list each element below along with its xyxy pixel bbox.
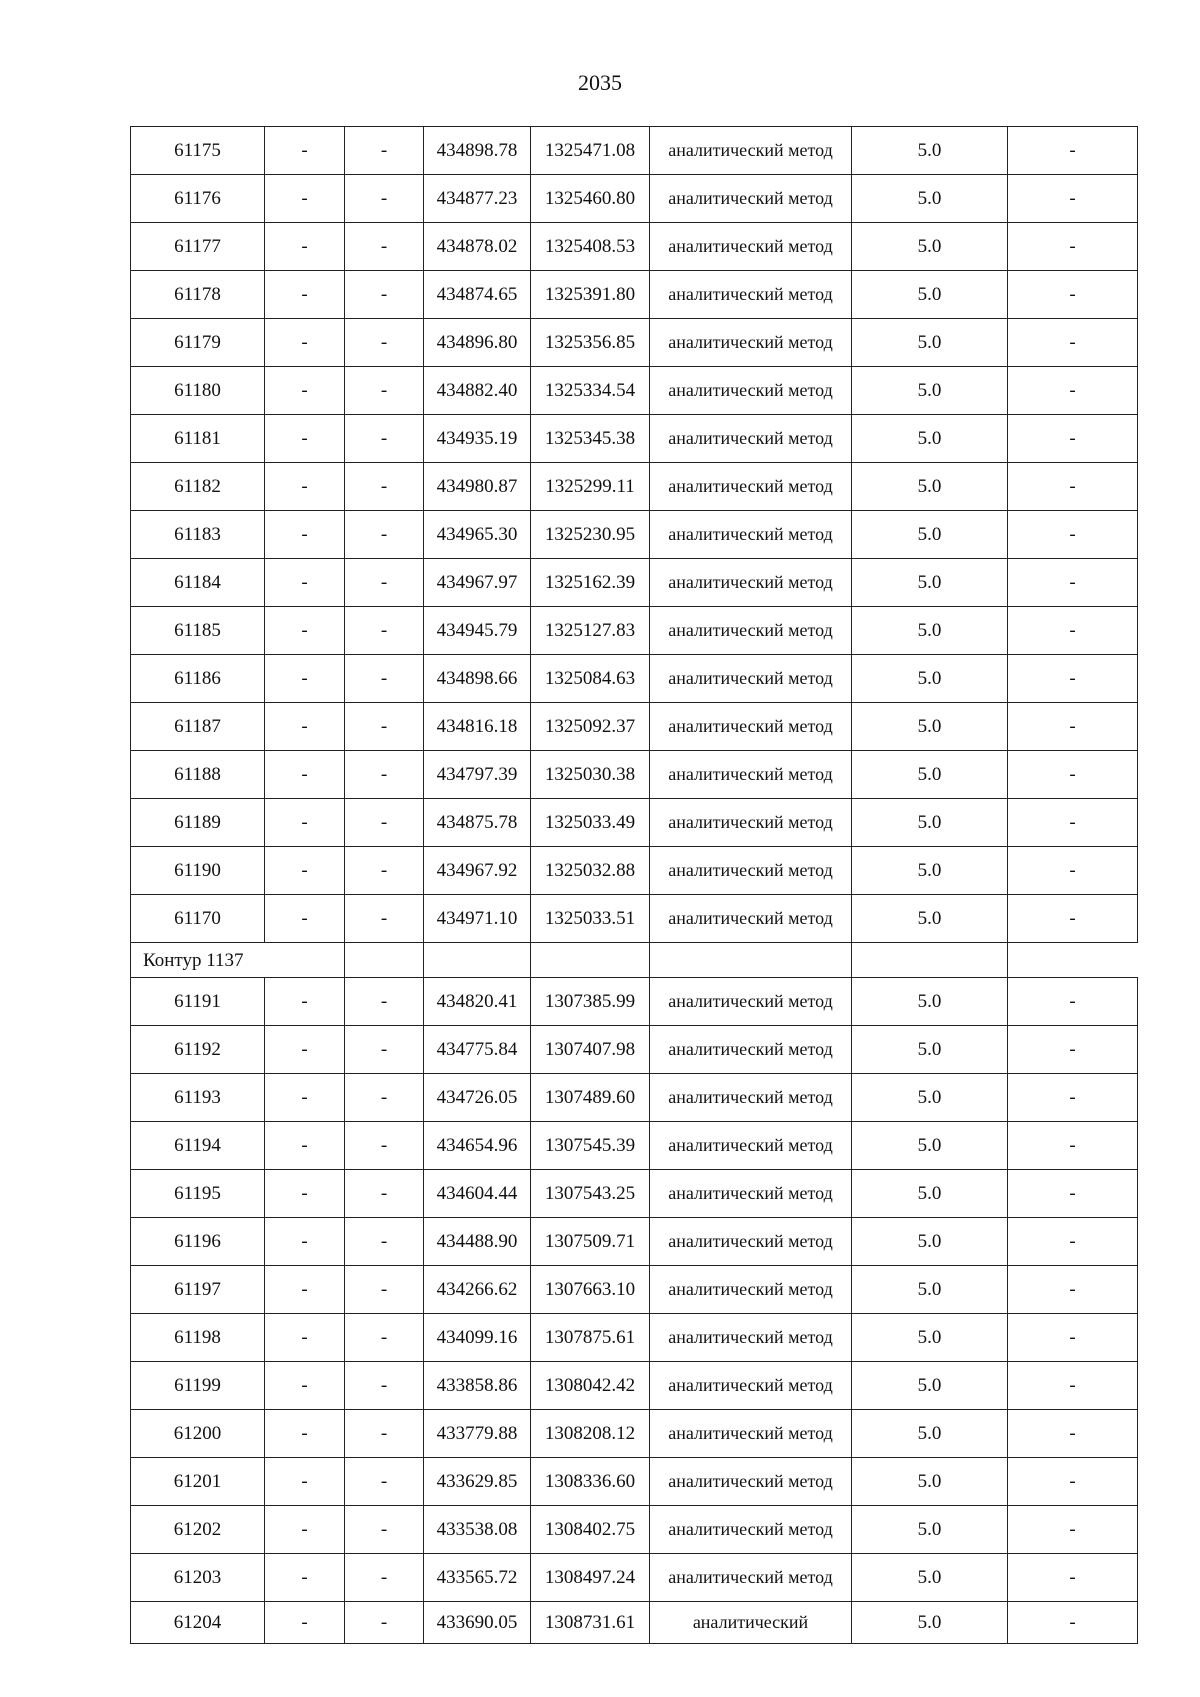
y-coordinate-cell: 1325030.38 — [531, 751, 650, 799]
column-8-cell: - — [1008, 271, 1138, 319]
method-cell: аналитический — [650, 1602, 852, 1644]
x-coordinate-cell: 434896.80 — [424, 319, 531, 367]
method-cell: аналитический метод — [650, 1026, 852, 1074]
point-id-cell: 61198 — [131, 1314, 265, 1362]
column-3-cell: - — [345, 367, 424, 415]
column-3-cell: - — [345, 607, 424, 655]
x-coordinate-cell: 434099.16 — [424, 1314, 531, 1362]
point-id-cell: 61176 — [131, 175, 265, 223]
point-id-cell: 61197 — [131, 1266, 265, 1314]
accuracy-cell: 5.0 — [852, 127, 1008, 175]
y-coordinate-cell: 1325162.39 — [531, 559, 650, 607]
column-2-cell: - — [265, 895, 345, 943]
column-2-cell: - — [265, 751, 345, 799]
point-id-cell: 61184 — [131, 559, 265, 607]
y-coordinate-cell: 1307407.98 — [531, 1026, 650, 1074]
column-3-cell: - — [345, 511, 424, 559]
column-2-cell: - — [265, 1314, 345, 1362]
y-coordinate-cell: 1307509.71 — [531, 1218, 650, 1266]
method-cell: аналитический метод — [650, 319, 852, 367]
column-3-cell: - — [345, 1026, 424, 1074]
y-coordinate-cell: 1307489.60 — [531, 1074, 650, 1122]
point-id-cell: 61193 — [131, 1074, 265, 1122]
column-3-cell: - — [345, 415, 424, 463]
x-coordinate-cell: 433629.85 — [424, 1458, 531, 1506]
method-cell: аналитический метод — [650, 1458, 852, 1506]
column-3-cell: - — [345, 799, 424, 847]
x-coordinate-cell: 433690.05 — [424, 1602, 531, 1644]
y-coordinate-cell: 1325471.08 — [531, 127, 650, 175]
table-row — [131, 463, 1138, 511]
column-8-cell: - — [1008, 175, 1138, 223]
table-row — [131, 1506, 1138, 1554]
x-coordinate-cell: 434967.97 — [424, 559, 531, 607]
table-row — [131, 1410, 1138, 1458]
column-3-cell: - — [345, 559, 424, 607]
method-cell: аналитический метод — [650, 1410, 852, 1458]
method-cell: аналитический метод — [650, 895, 852, 943]
column-3-cell: - — [345, 1074, 424, 1122]
column-3-cell: - — [345, 1266, 424, 1314]
y-coordinate-cell: 1308402.75 — [531, 1506, 650, 1554]
column-3-cell: - — [345, 655, 424, 703]
point-id-cell: 61199 — [131, 1362, 265, 1410]
column-2-cell: - — [265, 319, 345, 367]
x-coordinate-cell: 434965.30 — [424, 511, 531, 559]
column-2-cell: - — [265, 223, 345, 271]
point-id-cell: 61192 — [131, 1026, 265, 1074]
x-coordinate-cell: 434797.39 — [424, 751, 531, 799]
column-2-cell: - — [265, 1506, 345, 1554]
point-id-cell: 61200 — [131, 1410, 265, 1458]
accuracy-cell: 5.0 — [852, 847, 1008, 895]
table-body — [131, 127, 1138, 1644]
section-row — [131, 943, 1138, 978]
table-row — [131, 223, 1138, 271]
column-3-cell: - — [345, 1314, 424, 1362]
accuracy-cell: 5.0 — [852, 1266, 1008, 1314]
empty-cell — [650, 943, 852, 978]
method-cell: аналитический метод — [650, 703, 852, 751]
accuracy-cell: 5.0 — [852, 1314, 1008, 1362]
table-row — [131, 751, 1138, 799]
column-2-cell: - — [265, 655, 345, 703]
x-coordinate-cell: 434971.10 — [424, 895, 531, 943]
column-8-cell: - — [1008, 127, 1138, 175]
column-2-cell: - — [265, 799, 345, 847]
x-coordinate-cell: 433538.08 — [424, 1506, 531, 1554]
column-8-cell: - — [1008, 1170, 1138, 1218]
method-cell: аналитический метод — [650, 463, 852, 511]
method-cell: аналитический метод — [650, 751, 852, 799]
method-cell: аналитический метод — [650, 1170, 852, 1218]
x-coordinate-cell: 434488.90 — [424, 1218, 531, 1266]
y-coordinate-cell: 1325391.80 — [531, 271, 650, 319]
empty-cell — [345, 943, 424, 978]
column-8-cell: - — [1008, 1122, 1138, 1170]
table-row — [131, 978, 1138, 1026]
point-id-cell: 61204 — [131, 1602, 265, 1644]
table-row — [131, 607, 1138, 655]
method-cell: аналитический метод — [650, 415, 852, 463]
table-row — [131, 1122, 1138, 1170]
column-2-cell: - — [265, 559, 345, 607]
column-8-cell: - — [1008, 511, 1138, 559]
method-cell: аналитический метод — [650, 175, 852, 223]
method-cell: аналитический метод — [650, 367, 852, 415]
table-row — [131, 511, 1138, 559]
method-cell: аналитический метод — [650, 1266, 852, 1314]
column-2-cell: - — [265, 1362, 345, 1410]
column-2-cell: - — [265, 607, 345, 655]
x-coordinate-cell: 434877.23 — [424, 175, 531, 223]
point-id-cell: 61195 — [131, 1170, 265, 1218]
table-row — [131, 1314, 1138, 1362]
column-8-cell: - — [1008, 751, 1138, 799]
column-3-cell: - — [345, 1506, 424, 1554]
method-cell: аналитический метод — [650, 1554, 852, 1602]
table-row — [131, 271, 1138, 319]
point-id-cell: 61203 — [131, 1554, 265, 1602]
table-row — [131, 1554, 1138, 1602]
accuracy-cell: 5.0 — [852, 1218, 1008, 1266]
x-coordinate-cell: 434604.44 — [424, 1170, 531, 1218]
column-8-cell: - — [1008, 319, 1138, 367]
x-coordinate-cell: 434874.65 — [424, 271, 531, 319]
column-3-cell: - — [345, 895, 424, 943]
accuracy-cell: 5.0 — [852, 751, 1008, 799]
column-8-cell: - — [1008, 799, 1138, 847]
point-id-cell: 61187 — [131, 703, 265, 751]
x-coordinate-cell: 434816.18 — [424, 703, 531, 751]
point-id-cell: 61189 — [131, 799, 265, 847]
column-2-cell: - — [265, 1410, 345, 1458]
accuracy-cell: 5.0 — [852, 559, 1008, 607]
table-row — [131, 367, 1138, 415]
accuracy-cell: 5.0 — [852, 463, 1008, 511]
table-row — [131, 127, 1138, 175]
method-cell: аналитический метод — [650, 607, 852, 655]
column-3-cell: - — [345, 751, 424, 799]
column-8-cell: - — [1008, 1074, 1138, 1122]
x-coordinate-cell: 434898.78 — [424, 127, 531, 175]
y-coordinate-cell: 1325460.80 — [531, 175, 650, 223]
column-2-cell: - — [265, 175, 345, 223]
column-3-cell: - — [345, 703, 424, 751]
y-coordinate-cell: 1307663.10 — [531, 1266, 650, 1314]
method-cell: аналитический метод — [650, 223, 852, 271]
table-row — [131, 847, 1138, 895]
column-8-cell: - — [1008, 655, 1138, 703]
accuracy-cell: 5.0 — [852, 175, 1008, 223]
column-3-cell: - — [345, 1218, 424, 1266]
x-coordinate-cell: 433565.72 — [424, 1554, 531, 1602]
y-coordinate-cell: 1308497.24 — [531, 1554, 650, 1602]
y-coordinate-cell: 1325092.37 — [531, 703, 650, 751]
y-coordinate-cell: 1308336.60 — [531, 1458, 650, 1506]
x-coordinate-cell: 434882.40 — [424, 367, 531, 415]
point-id-cell: 61190 — [131, 847, 265, 895]
accuracy-cell: 5.0 — [852, 607, 1008, 655]
table-row — [131, 703, 1138, 751]
column-2-cell: - — [265, 1602, 345, 1644]
y-coordinate-cell: 1325356.85 — [531, 319, 650, 367]
column-3-cell: - — [345, 463, 424, 511]
column-8-cell: - — [1008, 607, 1138, 655]
column-2-cell: - — [265, 463, 345, 511]
point-id-cell: 61170 — [131, 895, 265, 943]
column-3-cell: - — [345, 1362, 424, 1410]
point-id-cell: 61177 — [131, 223, 265, 271]
column-3-cell: - — [345, 127, 424, 175]
y-coordinate-cell: 1308731.61 — [531, 1602, 650, 1644]
point-id-cell: 61179 — [131, 319, 265, 367]
method-cell: аналитический метод — [650, 847, 852, 895]
point-id-cell: 61181 — [131, 415, 265, 463]
table-row — [131, 1026, 1138, 1074]
accuracy-cell: 5.0 — [852, 415, 1008, 463]
accuracy-cell: 5.0 — [852, 319, 1008, 367]
accuracy-cell: 5.0 — [852, 1410, 1008, 1458]
table-row — [131, 895, 1138, 943]
x-coordinate-cell: 434980.87 — [424, 463, 531, 511]
column-3-cell: - — [345, 1458, 424, 1506]
table-row — [131, 1266, 1138, 1314]
y-coordinate-cell: 1325084.63 — [531, 655, 650, 703]
point-id-cell: 61175 — [131, 127, 265, 175]
table-row — [131, 175, 1138, 223]
column-8-cell: - — [1008, 847, 1138, 895]
accuracy-cell: 5.0 — [852, 1506, 1008, 1554]
column-8-cell: - — [1008, 1362, 1138, 1410]
method-cell: аналитический метод — [650, 1122, 852, 1170]
column-8-cell: - — [1008, 895, 1138, 943]
point-id-cell: 61188 — [131, 751, 265, 799]
column-8-cell: - — [1008, 1410, 1138, 1458]
y-coordinate-cell: 1308208.12 — [531, 1410, 650, 1458]
table-row — [131, 1170, 1138, 1218]
column-8-cell: - — [1008, 1506, 1138, 1554]
point-id-cell: 61202 — [131, 1506, 265, 1554]
table-row — [131, 1602, 1138, 1644]
table-row — [131, 1218, 1138, 1266]
accuracy-cell: 5.0 — [852, 367, 1008, 415]
x-coordinate-cell: 434654.96 — [424, 1122, 531, 1170]
y-coordinate-cell: 1307543.25 — [531, 1170, 650, 1218]
point-id-cell: 61178 — [131, 271, 265, 319]
column-2-cell: - — [265, 847, 345, 895]
accuracy-cell: 5.0 — [852, 1074, 1008, 1122]
accuracy-cell: 5.0 — [852, 1362, 1008, 1410]
empty-cell — [424, 943, 531, 978]
column-2-cell: - — [265, 415, 345, 463]
table-row — [131, 1362, 1138, 1410]
method-cell: аналитический метод — [650, 1314, 852, 1362]
method-cell: аналитический метод — [650, 655, 852, 703]
column-2-cell: - — [265, 978, 345, 1026]
point-id-cell: 61182 — [131, 463, 265, 511]
x-coordinate-cell: 434875.78 — [424, 799, 531, 847]
x-coordinate-cell: 434266.62 — [424, 1266, 531, 1314]
column-3-cell: - — [345, 1410, 424, 1458]
y-coordinate-cell: 1307545.39 — [531, 1122, 650, 1170]
column-2-cell: - — [265, 127, 345, 175]
accuracy-cell: 5.0 — [852, 511, 1008, 559]
point-id-cell: 61191 — [131, 978, 265, 1026]
x-coordinate-cell: 434878.02 — [424, 223, 531, 271]
column-8-cell: - — [1008, 1218, 1138, 1266]
x-coordinate-cell: 434967.92 — [424, 847, 531, 895]
column-3-cell: - — [345, 271, 424, 319]
point-id-cell: 61201 — [131, 1458, 265, 1506]
x-coordinate-cell: 434898.66 — [424, 655, 531, 703]
x-coordinate-cell: 433858.86 — [424, 1362, 531, 1410]
point-id-cell: 61183 — [131, 511, 265, 559]
y-coordinate-cell: 1325334.54 — [531, 367, 650, 415]
accuracy-cell: 5.0 — [852, 1170, 1008, 1218]
table-row — [131, 415, 1138, 463]
y-coordinate-cell: 1325230.95 — [531, 511, 650, 559]
column-2-cell: - — [265, 367, 345, 415]
column-2-cell: - — [265, 1554, 345, 1602]
method-cell: аналитический метод — [650, 978, 852, 1026]
x-coordinate-cell: 434775.84 — [424, 1026, 531, 1074]
y-coordinate-cell: 1307875.61 — [531, 1314, 650, 1362]
column-3-cell: - — [345, 978, 424, 1026]
column-8-cell: - — [1008, 1458, 1138, 1506]
table-row — [131, 799, 1138, 847]
method-cell: аналитический метод — [650, 271, 852, 319]
method-cell: аналитический метод — [650, 799, 852, 847]
method-cell: аналитический метод — [650, 1074, 852, 1122]
y-coordinate-cell: 1325033.51 — [531, 895, 650, 943]
x-coordinate-cell: 434945.79 — [424, 607, 531, 655]
method-cell: аналитический метод — [650, 559, 852, 607]
accuracy-cell: 5.0 — [852, 655, 1008, 703]
empty-cell — [852, 943, 1008, 978]
x-coordinate-cell: 434935.19 — [424, 415, 531, 463]
column-3-cell: - — [345, 223, 424, 271]
accuracy-cell: 5.0 — [852, 799, 1008, 847]
column-8-cell: - — [1008, 367, 1138, 415]
y-coordinate-cell: 1325408.53 — [531, 223, 650, 271]
column-2-cell: - — [265, 1218, 345, 1266]
accuracy-cell: 5.0 — [852, 1458, 1008, 1506]
accuracy-cell: 5.0 — [852, 1122, 1008, 1170]
point-id-cell: 61194 — [131, 1122, 265, 1170]
column-2-cell: - — [265, 703, 345, 751]
column-3-cell: - — [345, 847, 424, 895]
column-2-cell: - — [265, 1026, 345, 1074]
y-coordinate-cell: 1325345.38 — [531, 415, 650, 463]
column-8-cell: - — [1008, 415, 1138, 463]
accuracy-cell: 5.0 — [852, 1554, 1008, 1602]
column-8-cell: - — [1008, 1554, 1138, 1602]
column-8-cell: - — [1008, 1314, 1138, 1362]
point-id-cell: 61186 — [131, 655, 265, 703]
accuracy-cell: 5.0 — [852, 1602, 1008, 1644]
column-2-cell: - — [265, 1458, 345, 1506]
x-coordinate-cell: 434726.05 — [424, 1074, 531, 1122]
column-8-cell: - — [1008, 1026, 1138, 1074]
column-8-cell: - — [1008, 703, 1138, 751]
column-8-cell: - — [1008, 1602, 1138, 1644]
column-2-cell: - — [265, 511, 345, 559]
x-coordinate-cell: 433779.88 — [424, 1410, 531, 1458]
column-3-cell: - — [345, 1602, 424, 1644]
column-2-cell: - — [265, 271, 345, 319]
table-row — [131, 655, 1138, 703]
y-coordinate-cell: 1325127.83 — [531, 607, 650, 655]
column-3-cell: - — [345, 1170, 424, 1218]
column-8-cell: - — [1008, 223, 1138, 271]
column-2-cell: - — [265, 1170, 345, 1218]
column-8-cell: - — [1008, 463, 1138, 511]
empty-cell — [531, 943, 650, 978]
column-3-cell: - — [345, 1122, 424, 1170]
table-row — [131, 559, 1138, 607]
method-cell: аналитический метод — [650, 1506, 852, 1554]
y-coordinate-cell: 1307385.99 — [531, 978, 650, 1026]
y-coordinate-cell: 1308042.42 — [531, 1362, 650, 1410]
y-coordinate-cell: 1325299.11 — [531, 463, 650, 511]
table-row — [131, 1458, 1138, 1506]
y-coordinate-cell: 1325033.49 — [531, 799, 650, 847]
column-3-cell: - — [345, 175, 424, 223]
column-3-cell: - — [345, 1554, 424, 1602]
accuracy-cell: 5.0 — [852, 703, 1008, 751]
column-2-cell: - — [265, 1074, 345, 1122]
coordinates-table — [130, 126, 1138, 1644]
column-8-cell: - — [1008, 1266, 1138, 1314]
table-row — [131, 319, 1138, 367]
accuracy-cell: 5.0 — [852, 1026, 1008, 1074]
accuracy-cell: 5.0 — [852, 895, 1008, 943]
section-label: Контур 1137 — [131, 943, 345, 978]
method-cell: аналитический метод — [650, 1218, 852, 1266]
method-cell: аналитический метод — [650, 1362, 852, 1410]
column-8-cell: - — [1008, 559, 1138, 607]
column-2-cell: - — [265, 1122, 345, 1170]
column-8-cell: - — [1008, 978, 1138, 1026]
column-3-cell: - — [345, 319, 424, 367]
accuracy-cell: 5.0 — [852, 978, 1008, 1026]
page-number: 2035 — [578, 70, 622, 95]
column-2-cell: - — [265, 1266, 345, 1314]
point-id-cell: 61180 — [131, 367, 265, 415]
point-id-cell: 61196 — [131, 1218, 265, 1266]
accuracy-cell: 5.0 — [852, 271, 1008, 319]
table-row — [131, 1074, 1138, 1122]
method-cell: аналитический метод — [650, 127, 852, 175]
x-coordinate-cell: 434820.41 — [424, 978, 531, 1026]
method-cell: аналитический метод — [650, 511, 852, 559]
y-coordinate-cell: 1325032.88 — [531, 847, 650, 895]
point-id-cell: 61185 — [131, 607, 265, 655]
accuracy-cell: 5.0 — [852, 223, 1008, 271]
